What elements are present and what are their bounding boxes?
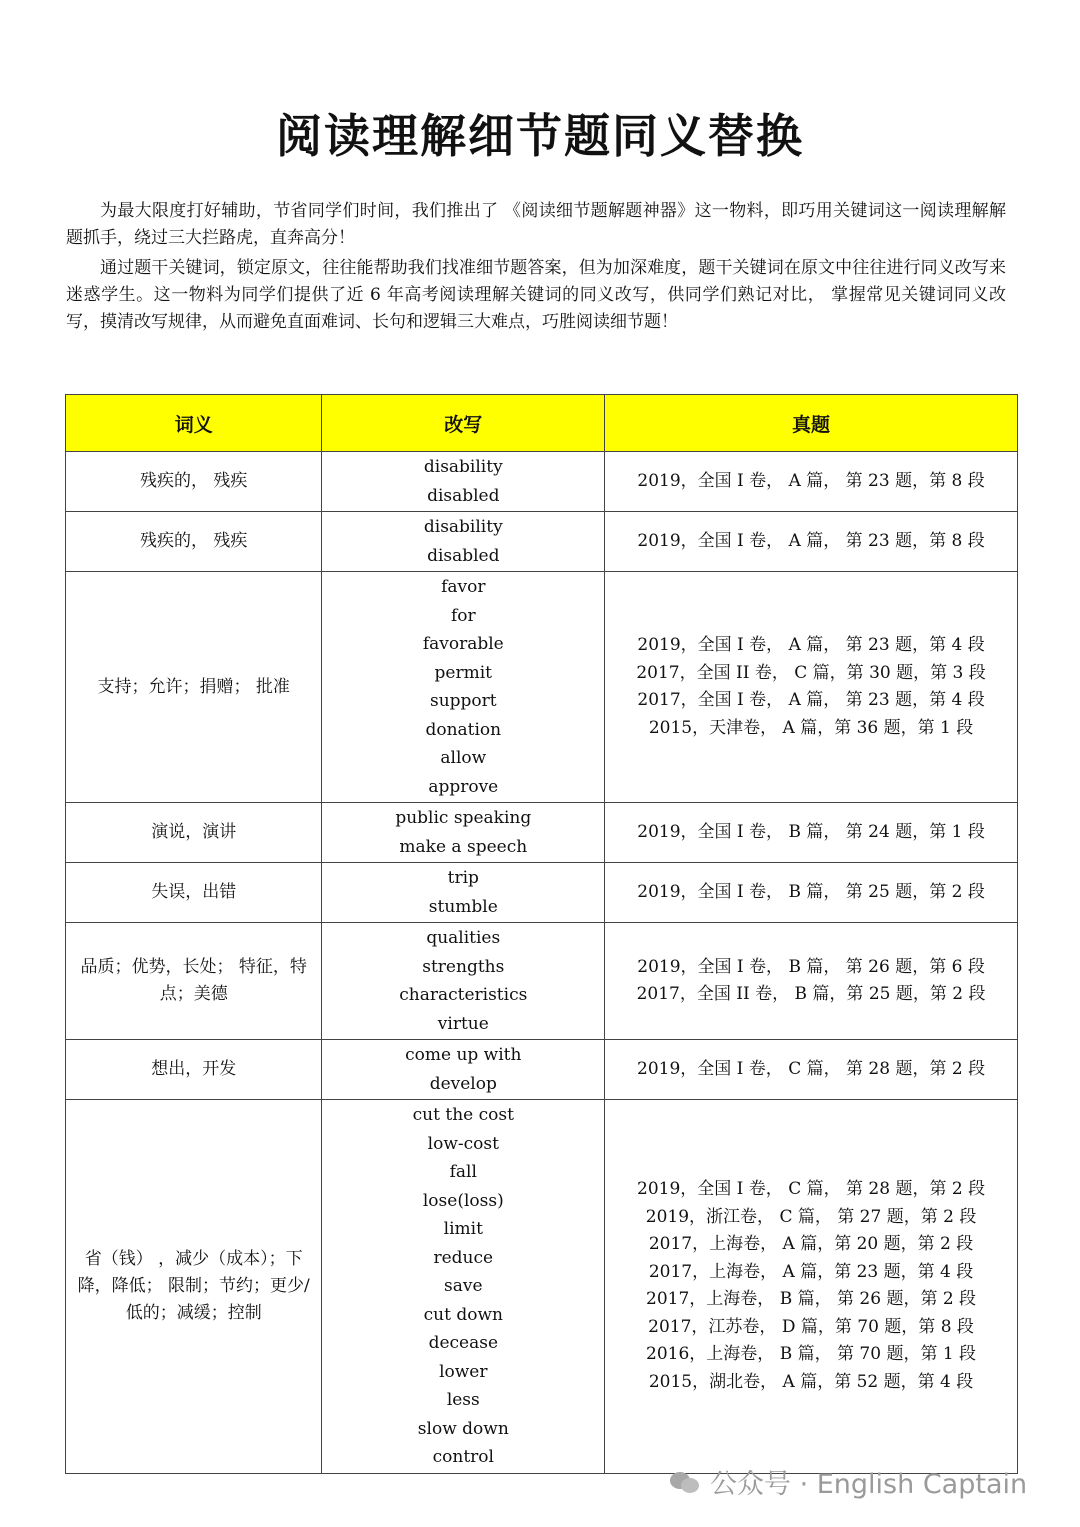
rewrite-cell	[322, 1040, 605, 1100]
rewrite-cell	[322, 923, 605, 1040]
meaning-cell: 残疾的， 残疾	[66, 452, 322, 512]
meaning-cell: 省（钱） ，减少（成本）；下降，降低； 限制；节约；更少/低的；减缓；控制	[66, 1100, 322, 1474]
exam-source: 2017，全国 II 卷， C 篇，第 30 题，第 3 段	[636, 662, 986, 683]
exam-source-cell	[605, 923, 1018, 1040]
exam-source: 2015，湖北卷， A 篇，第 52 题，第 4 段	[648, 1371, 974, 1392]
rewrite-word: limit	[443, 1219, 483, 1239]
rewrite-word: stumble	[428, 896, 498, 917]
rewrite-word: come up with	[405, 1045, 522, 1065]
rewrite-word: fall	[449, 1162, 477, 1182]
table-row	[66, 512, 1018, 572]
meaning-cell: 品质；优势，长处； 特征，特点；美德	[66, 923, 322, 1040]
watermark	[670, 1462, 1027, 1501]
table-row	[66, 803, 1018, 863]
table-row	[66, 923, 1018, 1040]
exam-source: 2019，全国 I 卷， B 篇， 第 24 题，第 1 段	[637, 821, 985, 842]
exam-source: 2019，全国 I 卷， A 篇， 第 23 题，第 4 段	[637, 635, 985, 655]
rewrite-word: permit	[434, 662, 493, 683]
header-exam: 真题	[605, 395, 1018, 452]
rewrite-cell	[322, 572, 605, 803]
rewrite-word: less	[446, 1390, 480, 1410]
rewrite-word: cut down	[423, 1304, 503, 1325]
rewrite-word: favor	[441, 577, 486, 597]
rewrite-cell	[322, 803, 605, 863]
rewrite-cell	[322, 452, 605, 512]
exam-source: 2017，全国 I 卷， A 篇， 第 23 题，第 4 段	[637, 690, 985, 710]
table-row	[66, 863, 1018, 923]
rewrite-word: trip	[447, 868, 479, 888]
exam-source-cell	[605, 452, 1018, 512]
rewrite-word: slow down	[417, 1418, 509, 1439]
rewrite-word: disabled	[427, 545, 500, 566]
rewrite-word: virtue	[437, 1013, 489, 1034]
exam-source: 2016，上海卷， B 篇， 第 70 题，第 1 段	[646, 1344, 977, 1365]
meaning-cell: 残疾的， 残疾	[66, 512, 322, 572]
rewrite-word: strengths	[422, 956, 505, 977]
exam-source: 2017，江苏卷， D 篇，第 70 题，第 8 段	[648, 1316, 974, 1337]
intro-text	[66, 198, 1006, 339]
rewrite-word: disability	[423, 457, 503, 477]
rewrite-cell	[322, 512, 605, 572]
rewrite-word: develop	[429, 1073, 497, 1094]
rewrite-cell	[322, 863, 605, 923]
rewrite-word: disabled	[427, 485, 500, 506]
table-row	[66, 452, 1018, 512]
rewrite-word: favorable	[422, 634, 504, 654]
rewrite-word: low-cost	[427, 1133, 499, 1154]
rewrite-word: allow	[440, 748, 487, 768]
exam-source: 2019，全国 I 卷， B 篇， 第 26 题，第 6 段	[637, 956, 985, 977]
exam-source-cell	[605, 803, 1018, 863]
table-header-row	[66, 395, 1018, 452]
exam-source: 2015，天津卷， A 篇，第 36 题，第 1 段	[648, 717, 974, 738]
rewrite-word: public speaking	[395, 808, 532, 828]
exam-source-cell	[605, 1040, 1018, 1100]
rewrite-word: lose(loss)	[422, 1190, 504, 1211]
rewrite-word: decease	[428, 1333, 499, 1353]
intro-paragraph-2: 通过题干关键词，锁定原文，往往能帮助我们找准细节题答案，但为加深难度，题干关键词在原文中往往进行同义改写来迷惑学生。这一物料为同学们提供了近 6 年高考阅读理解关键词的同义改写，供同学们熟记对比， 掌握常见关键词同义改写，摸清改写规律，从而避免直面难词、长句和逻辑三大难点，巧胜阅读细节题！	[66, 258, 1006, 332]
table-row	[66, 1040, 1018, 1100]
exam-source-cell	[605, 1100, 1018, 1474]
exam-source: 2017，上海卷， A 篇，第 20 题，第 2 段	[648, 1234, 974, 1255]
exam-source: 2019，全国 I 卷， A 篇， 第 23 题，第 8 段	[637, 530, 985, 551]
table-row	[66, 572, 1018, 803]
rewrite-word: reduce	[433, 1247, 494, 1268]
rewrite-word: control	[432, 1447, 494, 1467]
synonym-table	[65, 394, 1018, 1474]
table-row	[66, 1100, 1018, 1474]
header-meaning: 词义	[66, 395, 322, 452]
rewrite-word: donation	[425, 719, 502, 740]
intro-paragraph-1: 为最大限度打好辅助，节省同学们时间，我们推出了 《阅读细节题解题神器》这一物料，即巧用关键词这一阅读理解解题抓手，绕过三大拦路虎，直奔高分！	[66, 201, 1006, 248]
rewrite-word: characteristics	[399, 985, 528, 1005]
exam-source: 2017，上海卷， A 篇，第 23 题，第 4 段	[648, 1261, 974, 1282]
exam-source-cell	[605, 863, 1018, 923]
rewrite-word: lower	[439, 1361, 488, 1382]
meaning-cell: 演说，演讲	[66, 803, 322, 863]
rewrite-word: for	[450, 605, 476, 626]
page-title: 阅读理解细节题同义替换	[276, 109, 804, 163]
watermark-text: 公众号 · English Captain	[710, 1469, 1028, 1500]
exam-source-cell	[605, 572, 1018, 803]
rewrite-word: approve	[428, 776, 499, 797]
rewrite-word: make a speech	[399, 836, 528, 857]
rewrite-word: cut the cost	[412, 1105, 514, 1125]
wechat-icon	[670, 1470, 700, 1494]
exam-source: 2017，全国 II 卷， B 篇，第 25 题，第 2 段	[636, 984, 986, 1004]
meaning-cell: 失误，出错	[66, 863, 322, 923]
exam-source-cell	[605, 512, 1018, 572]
header-rewrite: 改写	[322, 395, 605, 452]
rewrite-word: qualities	[426, 928, 501, 948]
exam-source: 2019，全国 I 卷， C 篇， 第 28 题，第 2 段	[637, 1058, 986, 1079]
exam-source: 2019，全国 I 卷， C 篇， 第 28 题，第 2 段	[637, 1179, 986, 1200]
rewrite-word: save	[444, 1276, 483, 1296]
exam-source: 2019，浙江卷， C 篇， 第 27 题，第 2 段	[645, 1206, 977, 1227]
meaning-cell: 支持；允许；捐赠； 批准	[66, 572, 322, 803]
exam-source: 2019，全国 I 卷， A 篇， 第 23 题，第 8 段	[637, 470, 985, 491]
rewrite-word: support	[429, 691, 497, 711]
exam-source: 2019，全国 I 卷， B 篇， 第 25 题，第 2 段	[637, 881, 985, 902]
rewrite-cell	[322, 1100, 605, 1474]
meaning-cell: 想出，开发	[66, 1040, 322, 1100]
exam-source: 2017，上海卷， B 篇， 第 26 题，第 2 段	[646, 1289, 977, 1310]
rewrite-word: disability	[423, 517, 503, 537]
